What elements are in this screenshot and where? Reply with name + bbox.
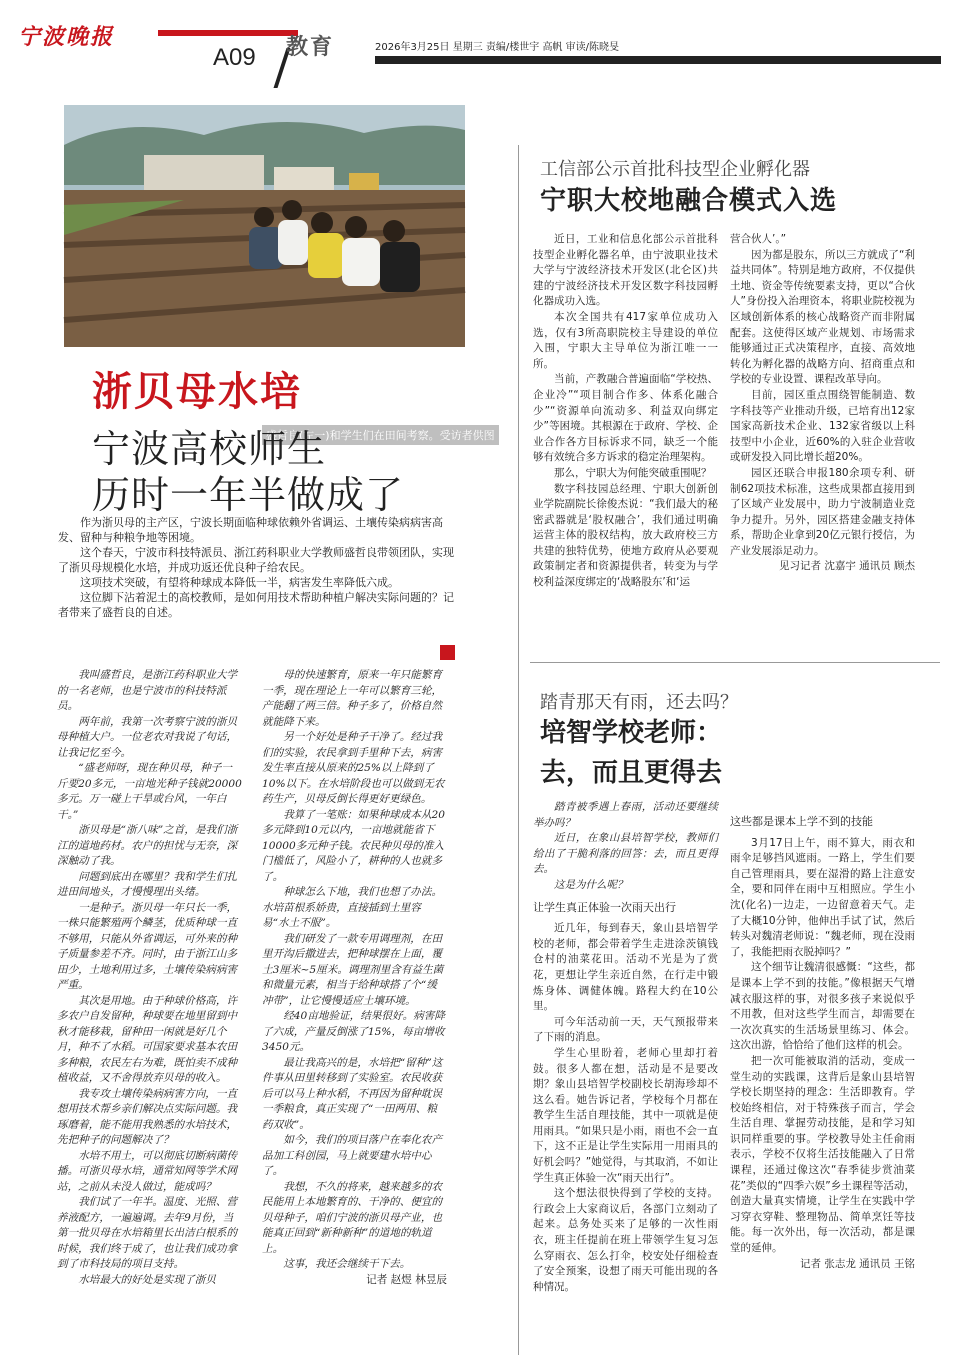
header-rule xyxy=(375,56,941,64)
article-body-column-1 xyxy=(533,800,718,1295)
issue-meta: 2026年3月25日 星期三 责编/楼世宇 高帆 审读/陈晓旻 xyxy=(375,42,619,53)
newspaper-logo: 宁波晚报 xyxy=(18,24,115,50)
body-paragraph: 这个细节让魏清很感慨：“这些，都是课本上学不到的技能。”像根据天气增减衣服这样的事，对很多孩子来说似乎不用教，但对这些学生而言，却需要在一次次真实的生活场景里练习、体会。这次出游，恰恰给了他们这样的机会。 xyxy=(730,961,915,1052)
subheading: 让学生真正体验一次雨天出行 xyxy=(533,900,676,914)
intro-paragraph: 近日，在象山县培智学校，教师们给出了干脆利落的回答：去，而且更得去。 xyxy=(533,832,718,876)
narrative-paragraph: 我叫盛哲良，是浙江药科职业大学的一名老师，也是宁波市的科技特派员。 xyxy=(57,669,238,712)
article-title-line-2: 去，而且更得去 xyxy=(540,758,723,788)
article-body-column-2 xyxy=(730,232,915,575)
body-paragraph: 3月17日上午，雨不算大，雨衣和雨伞足够挡风遮雨。一路上，学生们要自己管理雨具，要在湿滑的路上注意安全，要和同伴在雨中互相照应。学生小沈(化名)一边走，一边留意着天气。走了大概10分钟，他伸出手试了试，然后转头对魏清老师说：“魏老师，现在没雨了，我能把雨衣脱掉吗？” xyxy=(730,836,915,958)
article-title-line-1: 培智学校老师： xyxy=(540,718,723,748)
article-kicker: 工信部公示首批科技型企业孵化器 xyxy=(540,159,810,180)
lead-paragraph: 作为浙贝母的主产区，宁波长期面临种球依赖外省调运、土壤传染病病害高发、留种与种粮争地等困境。 xyxy=(58,516,443,544)
narrative-paragraph: 水培不用土，可以彻底切断病菌传播。可浙贝母水培，通常知网等学术网站，之前从未没人做过，能成吗？ xyxy=(57,1149,238,1193)
header-red-bar xyxy=(158,30,298,36)
body-paragraph: 这个想法很快得到了学校的支持。行政会上大家商议后，各部门立刻动了起来。总务处买来了足够的一次性雨衣，班主任提前在班上带领学生复习怎么穿雨衣、怎么打伞，校安处仔细检查了安全预案，设想了雨天可能出现的各种情况。 xyxy=(533,1187,718,1293)
body-paragraph: 那么，宁职大为何能突破重围呢？ xyxy=(554,466,712,479)
body-paragraph: 近日，工业和信息化部公示首批科技型企业孵化器名单，由宁波职业技术大学与宁波经济技术开发区(北仑区)共建的宁波经济技术开发区数字科技园孵化器成功入选。 xyxy=(533,233,718,308)
body-paragraph: 学生心里盼着，老师心里却打着鼓。很多人都在想，活动是不是要改期？象山县培智学校副校长胡海珍却不这么看。她告诉记者，学校每个月都在教学生生活自理技能，其中一项就是使用雨具。“如果只是小雨，雨也不会一直下，这不正是让学生实际用一用雨具的好机会吗？”她觉得，与其取消，不如让学生真正体验一次“雨天出行”。 xyxy=(533,1046,718,1184)
narrative-paragraph: 最让我高兴的是，水培把“留种”这件事从田里转移到了实验室。农民收获后可以马上种水稻，不再因为留种耽误一季粮食，真正实现了“一田两用、粮药双收”。 xyxy=(262,1056,443,1131)
narrative-paragraph: 经40亩地验证，结果很好。病害降了六成，产量反倒涨了15%，每亩增收3450元。 xyxy=(262,1010,445,1053)
body-paragraph: 营合伙人’。” xyxy=(730,233,787,245)
body-paragraph: 目前，园区重点围绕智能制造、数字科技等产业推动升级，已培育出12家国家高新技术企业、132家省级以上科技型中小企业，近60%的入驻企业营收或研发投入同比增长超20%。 xyxy=(730,388,915,464)
narrative-paragraph: 两年前，我第一次考察宁波的浙贝母种植大户。一位老农对我说了句话，让我记忆至今。 xyxy=(57,715,238,759)
body-paragraph: 当前，产教融合普遍面临“学校热、企业冷”“项目制合作多、体系化融合少”“资源单向流动多、利益双向绑定少”等困境。其根源在于政府、学校、企业合作各方目标诉求不同，缺乏一个能够有效统合多方诉求的稳定治理架构。 xyxy=(533,373,718,464)
narrative-paragraph: 另一个好处是种子干净了。经过我们的实验，农民拿到手里种下去，病害发生率直接从原来的25%以上降到了10%以下。在水培阶段也可以做到无农药生产，贝母反倒长得更好更绿色。 xyxy=(262,731,445,805)
narrative-paragraph: 种球怎么下地，我们也想了办法。水培苗根系娇贵，直接插到土里容易“水土不服”。 xyxy=(262,886,443,929)
narrative-paragraph: 我专攻土壤传染病病害方向，一直想用技术帮乡亲们解决点实际问题。我琢磨着，能不能用我熟悉的水培技术，先把种子的问题解决了？ xyxy=(57,1087,238,1146)
lead-paragraph: 这位脚下沾着泥土的高校教师，是如何用技术帮助种植户解决实际问题的？记者带来了盛哲良的自述。 xyxy=(58,591,454,619)
article-byline: 记者 张志龙 通讯员 王铭 xyxy=(799,1257,915,1270)
headline-line-2: 宁波高校师生 xyxy=(92,427,327,471)
article-divider xyxy=(530,662,940,663)
column-divider xyxy=(518,145,519,1355)
article-byline: 记者 赵煜 林昱辰 xyxy=(366,1273,447,1286)
narrative-column-1 xyxy=(57,668,242,1288)
narrative-paragraph: “盛老师呀，现在种贝母，种子一斤要20多元，一亩地光种子钱就20000多元。万一碰上干旱或台风，一年白干。” xyxy=(57,762,242,821)
narrative-paragraph: 这事，我还会继续干下去。 xyxy=(283,1258,411,1270)
body-paragraph: 近几年，每到春天，象山县培智学校的老师，都会带着学生走进涂茨镇钱仓村的油菜花田。活动不光是为了赏花，更想让学生亲近自然，在行走中锻炼身体、调健体魄。路程大约在10公里。 xyxy=(533,922,718,1013)
subheading: 这些都是课本上学不到的技能 xyxy=(730,815,873,828)
article-intro xyxy=(533,800,718,894)
lead-paragraph: 这项技术突破，有望将种球成本降低一半，病害发生率降低六成。 xyxy=(80,576,399,589)
body-paragraph: 因为都是股东，所以三方就成了“利益共同体”。特别是地方政府，不仅提供土地、资金等传统要素支持，更以“合伙人”身份投入治理资本，将职业院校视为区域创新体系的核心战略资产而非附属配套。这使得区域产业规划、市场需求能够通过正式决策程序，直接、高效地转化为孵化器的战略方向、招商重点和学校的专业设置、课程改革导向。 xyxy=(730,248,915,386)
article-byline: 见习记者 沈嘉宇 通讯员 顾杰 xyxy=(778,560,915,573)
lead-paragraph: 这个春天，宁波市科技特派员、浙江药科职业大学教师盛哲良带领团队，实现了浙贝母规模化水培，并成功返还优良种子给农民。 xyxy=(58,546,454,574)
body-paragraph: 园区还联合申报180余项专利、研制62项技术标准，这些成果都直接用到了区域产业发展中，助力宁波制造业竞争力提升。另外，园区搭建金融支持体系，帮助企业拿到20亿元银行授信，为产业发展添足动力。 xyxy=(730,466,915,557)
article-body-column-1 xyxy=(533,232,718,591)
narrative-paragraph: 我们试了一年半。温度、光照、营养液配方，一遍遍调。去年9月份，当第一批贝母在水培箱里长出洁白根系的时候，我们终于成了，也让我们成功拿到了市科技局的项目支持。 xyxy=(57,1196,238,1270)
headline-red: 浙贝母水培 xyxy=(92,369,302,415)
narrative-paragraph: 我想，不久的将来，越来越多的农民能用上本地繁育的、干净的、便宜的贝母种子，咱们宁波的浙贝母产业，也能真正回到“新种新种”的道地的轨道上。 xyxy=(262,1180,443,1255)
narrative-paragraph: 问题到底出在哪里？我和学生们扎进田间地头，才慢慢理出头绪。 xyxy=(57,870,238,898)
body-paragraph: 可今年活动前一天，天气预报带来了下雨的消息。 xyxy=(533,1015,718,1044)
article-title: 宁职大校地融合模式入选 xyxy=(540,186,838,216)
article-kicker: 踏青那天有雨，还去吗？ xyxy=(540,692,738,713)
field-photo-illustration xyxy=(64,105,465,347)
red-square-marker xyxy=(440,645,455,660)
narrative-paragraph: 母的快速繁育，原来一年只能繁育一季，现在理论上一年可以繁育三轮，产能翻了两三倍。种子多了，价格自然就能降下来。 xyxy=(262,669,443,728)
article-lead xyxy=(58,515,460,620)
body-paragraph: 数字科技园总经理、宁职大创新创业学院副院长徐俊杰说：“我们最大的秘密武器就是‘股权融合’，我们通过明确运营主体的股权结构，放大政府校三方共建的独特优势，使地方政府从必要观政策制定者和资源提供者，转变为与学校利益深度绑定的‘战略股东’和‘运 xyxy=(533,482,718,589)
intro-paragraph: 这是为什么呢？ xyxy=(554,878,628,891)
narrative-paragraph: 如今，我们的项目落户在奉化农产品加工科创园，马上就要建水培中心了。 xyxy=(262,1134,443,1177)
headline-line-3: 历时一年半做成了 xyxy=(92,473,405,517)
narrative-paragraph: 水培最大的好处是实现了浙贝 xyxy=(78,1273,216,1286)
photo-caption: 盛哲良(左一)和学生们在田间考察。受访者供图 xyxy=(262,425,499,445)
intro-paragraph: 踏青被季遇上春雨，活动还要继续举办吗？ xyxy=(533,801,718,829)
body-paragraph: 把一次可能被取消的活动，变成一堂生动的实践课，这背后是象山县培智学校长期坚持的理念：生活即教育。学校始终相信，对于特殊孩子而言，学会生活自理、掌握劳动技能，是和学习知识同样重要的事。学校教导处主任俞雨表示，学校不仅将生活技能融入了日常课程，还通过像这次“春季徒步赏油菜花”类似的“四季六娱”乡土课程等活动，创造大量真实情境，让学生在实践中学习穿衣穿鞋、整理物品、简单烹饪等技能。每一次外出，每一次活动，都是课堂的延伸。 xyxy=(730,1054,915,1255)
narrative-paragraph: 其次是用地。由于种球价格高，许多农户自发留种，种球要在地里留到中秋才能移栽，留种田一闲就是好几个月，种不了水稻。可国家要求基本农田多种粮，农民左右为难，既怕卖不成种植收益，又不舍得放弃贝母的收入。 xyxy=(57,994,238,1084)
narrative-paragraph: 浙贝母是“浙八味”之首，是我们浙江的道地药材。农户的担忧与无奈，深深触动了我。 xyxy=(57,824,238,867)
masthead xyxy=(18,20,288,72)
body-paragraph: 本次全国共有417家单位成功入选，仅有3所高职院校主导建设的单位入围，宁职大主导单位为浙江唯一一所。 xyxy=(533,310,718,370)
article-body-column-2 xyxy=(730,808,915,1272)
narrative-paragraph: 我算了一笔账：如果种球成本从20多元降到10元以内，一亩地就能省下10000多元种子钱。农民种贝母的准入门槛低了，风险小了，耕种的人也就多了。 xyxy=(262,808,445,883)
narrative-paragraph: 我们研发了一款专用调理剂，在田里开沟后撒进去，把种球摆在上面，覆土3厘米~5厘米。调理剂里含有益生菌和微量元素，相当于给种球搭了个“缓冲带”，让它慢慢适应土壤环境。 xyxy=(262,932,444,1007)
page-number: A09 xyxy=(213,44,256,71)
narrative-column-2 xyxy=(262,668,447,1288)
section-name: 教育 xyxy=(286,35,335,60)
narrative-paragraph: 一是种子。浙贝母一年只长一季，一株只能繁殖两个鳞茎，优质种球一直不够用，只能从外省调运，可外来的种子质量参差不齐。同时，由于浙江山多田少，土地利用过多，土壤传染病病害严重。 xyxy=(57,901,238,991)
